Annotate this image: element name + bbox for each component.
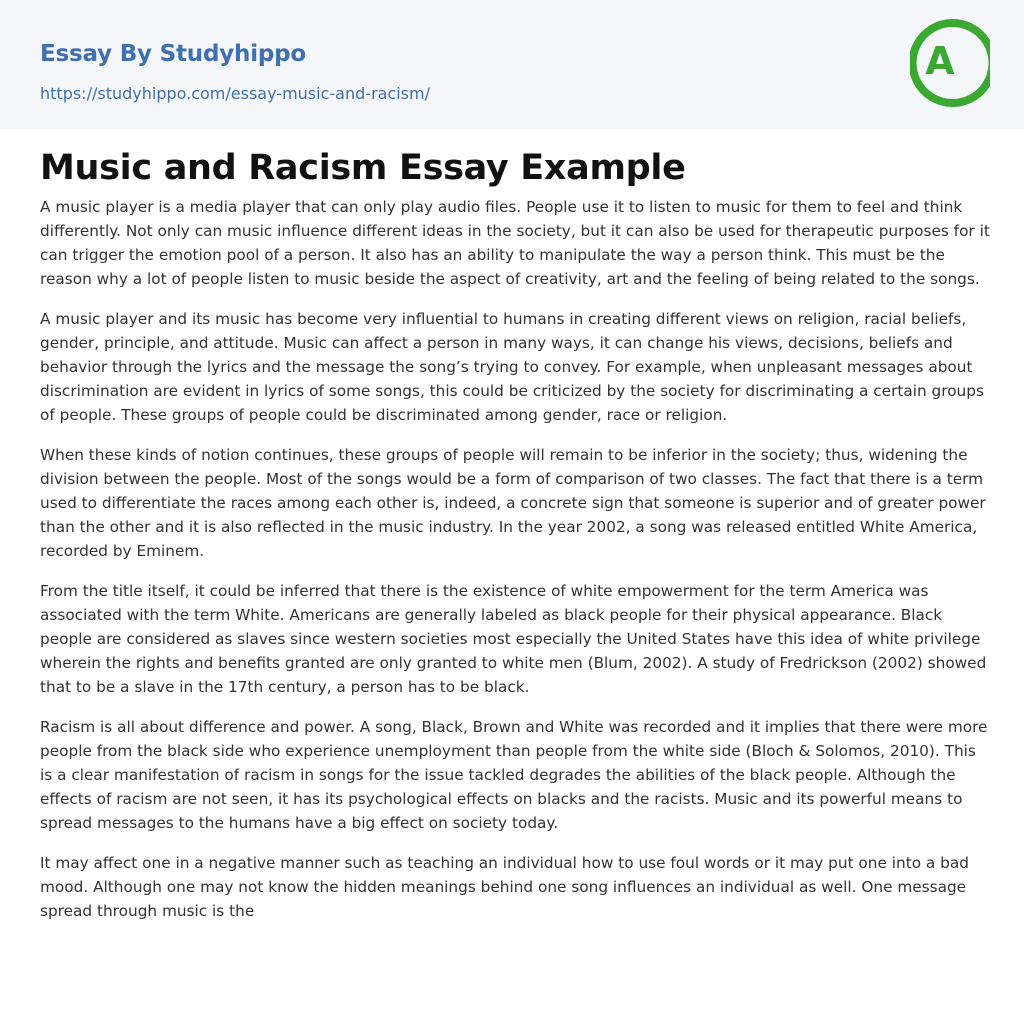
article-paragraph: From the title itself, it could be inferred that there is the existence of white empowerment for the term America was associated with the term White. Americans are generally labeled as black people for their physical appearance. Black people are considered as slaves since western societies most especially the United States have this idea of white privilege wherein the rights and benefits granted are only granted to white men (Blum, 2002). A study of Fredrickson (2002) showed that to be a slave in the 17th century, a person has to be black. xyxy=(40,582,987,696)
article xyxy=(40,145,990,939)
article-paragraph: It may affect one in a negative manner such as teaching an individual how to use foul words or it may put one into a bad mood. Although one may not know the hidden meanings behind one song influences an individual as well. One message spread through music is the xyxy=(40,854,969,920)
article-paragraph: A music player is a media player that can only play audio files. People use it to listen to music for them to feel and think differently. Not only can music influence different ideas in the society, but it can also be used for therapeutic purposes for it can trigger the emotion pool of a person. It also has an ability to manipulate the way a person think. This must be the reason why a lot of people listen to music beside the aspect of creativity, art and the feeling of being related to the songs. xyxy=(40,198,990,288)
article-paragraph: Racism is all about difference and power. A song, Black, Brown and White was recorded and it implies that there were more people from the black side who experience unemployment than people from the white side (Bloch & Solomos, 2010). This is a clear manifestation of racism in songs for the issue tackled degrades the abilities of the black people. Although the effects of racism are not seen, it has its psychological effects on blacks and the racists. Music and its powerful means to spread messages to the humans have a big effect on society today. xyxy=(40,718,988,832)
page-url-link[interactable]: https://studyhippo.com/essay-music-and-racism/ xyxy=(40,84,430,103)
site-title[interactable]: Essay By Studyhippo xyxy=(40,41,307,67)
studyhippo-logo-icon[interactable] xyxy=(910,18,990,108)
page-title: Music and Racism Essay Example xyxy=(40,148,686,188)
article-paragraph: A music player and its music has become very influential to humans in creating different views on religion, racial beliefs, gender, principle, and attitude. Music can affect a person in many ways, it can change his views, decisions, beliefs and behavior through the lyrics and the message the song’s trying to convey. For example, when unpleasant messages about discrimination are evident in lyrics of some songs, this could be criticized by the society for discriminating a certain groups of people. These groups of people could be discriminated among gender, race or religion. xyxy=(40,310,984,424)
article-paragraph: When these kinds of notion continues, these groups of people will remain to be inferior in the society; thus, widening the division between the people. Most of the songs would be a form of comparison of two classes. The fact that there is a term used to differentiate the races among each other is, indeed, a concrete sign that someone is superior and of greater power than the other and it is also reflected in the music industry. In the year 2002, a song was released entitled White America, recorded by Eminem. xyxy=(40,446,986,560)
logo-letter: A xyxy=(925,39,955,83)
site-header xyxy=(0,0,1024,129)
